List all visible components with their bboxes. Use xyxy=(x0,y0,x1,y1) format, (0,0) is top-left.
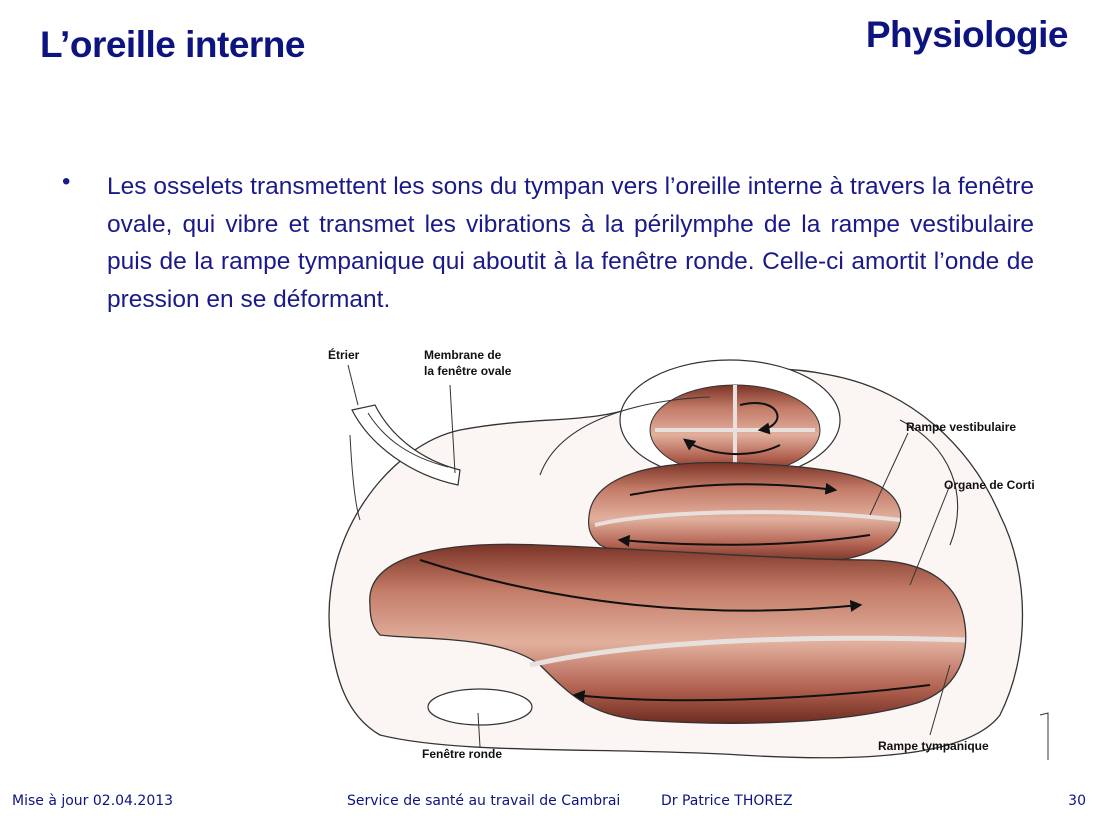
bullet-dot: • xyxy=(62,168,71,195)
label-rampe-vestibulaire: Rampe vestibulaire xyxy=(906,420,1017,434)
slide-footer xyxy=(0,793,1100,815)
footer-date: Mise à jour 02.04.2013 xyxy=(12,793,174,809)
section-title: Physiologie xyxy=(865,14,1068,55)
page-title: L’oreille interne xyxy=(40,24,305,65)
footer-author: Dr Patrice THOREZ xyxy=(661,793,793,809)
label-membrane-2: la fenêtre ovale xyxy=(424,364,512,378)
bullet-text: Les osselets transmettent les sons du tympan vers l’oreille interne à travers la fenêtre ovale, qui vibre et transmet les vibrations à la périlymphe de la rampe vestibulaire puis de la rampe tympanique qui aboutit à la fenêtre ronde. Celle-ci amortit l’onde de pression en se déformant. xyxy=(107,173,1034,313)
round-window-shape xyxy=(428,689,532,725)
label-rampe-tympanique: Rampe tympanique xyxy=(878,739,989,753)
footer-service: Service de santé au travail de Cambrai xyxy=(347,793,621,809)
cochlea-diagram xyxy=(310,335,1070,765)
label-membrane-1: Membrane de xyxy=(424,348,502,362)
label-fenetre-ronde: Fenêtre ronde xyxy=(422,747,503,761)
label-organe-corti: Organe de Corti xyxy=(944,478,1035,492)
label-etrier: Étrier xyxy=(328,348,360,362)
bullet-item xyxy=(62,168,1034,318)
page-number: 30 xyxy=(1068,793,1086,809)
